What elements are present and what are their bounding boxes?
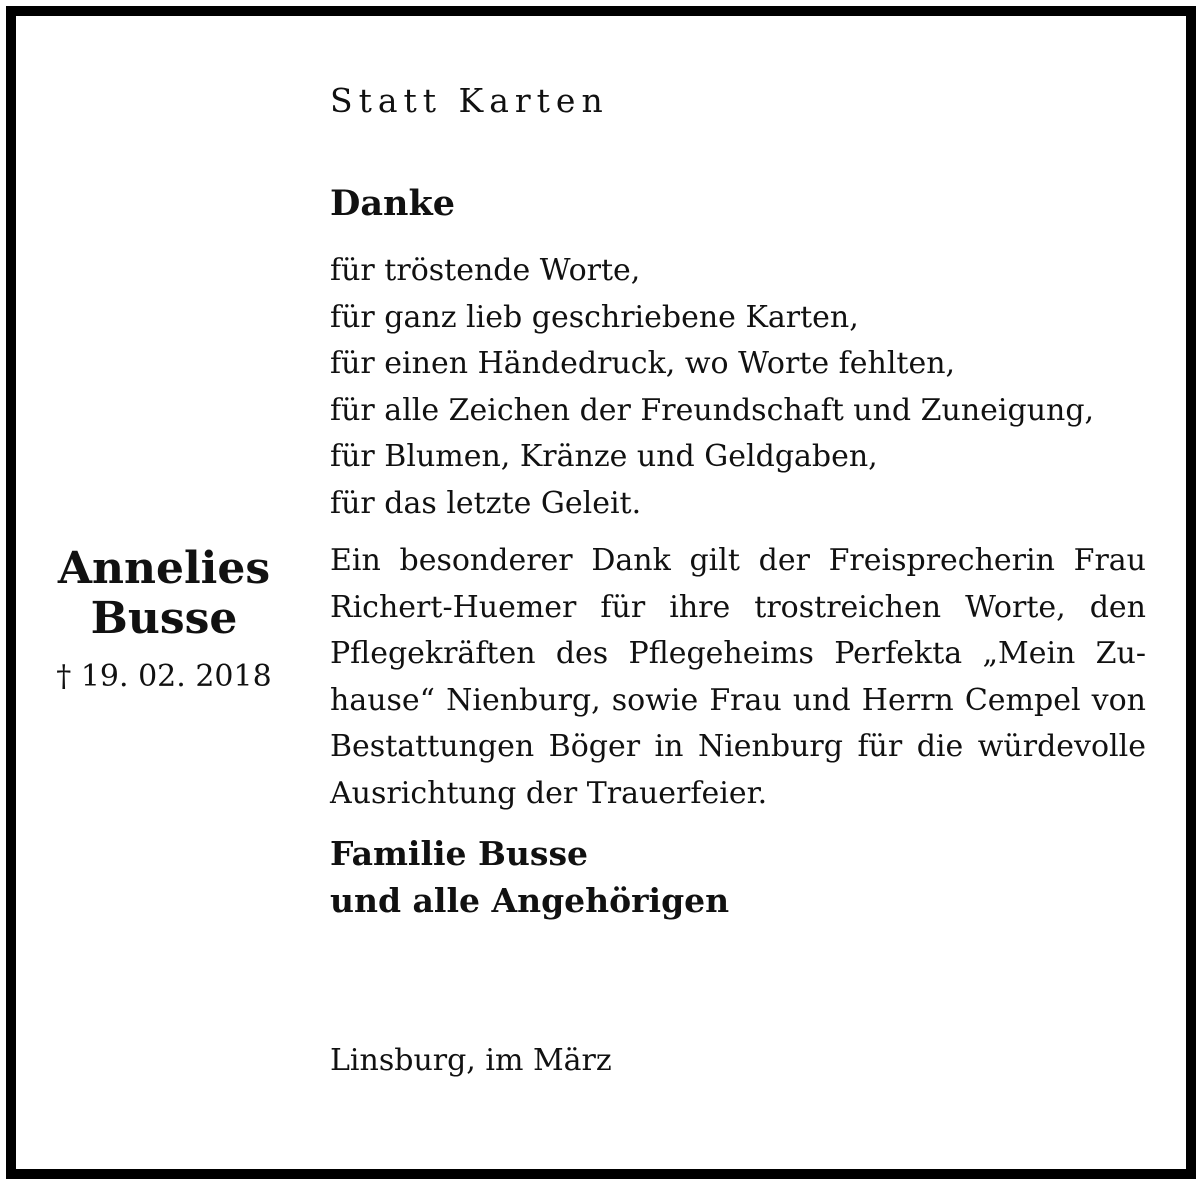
- deceased-block: [30, 544, 298, 692]
- deceased-first-name: Annelies: [57, 543, 271, 594]
- deceased-last-name: Busse: [90, 593, 238, 644]
- thanks-line: für Blumen, Kränze und Geldgaben,: [330, 439, 878, 474]
- header-statt-karten: Statt Karten: [330, 81, 609, 120]
- special-thanks-paragraph: Ein besonderer Dank gilt der Freisprecherin Frau Richert-Huemer für ihre trostreichen Worte, den Pflegekräften des Pflegeheims Perfekta „Mein Zuhause“ Nienburg, sowie Frau und Herrn Cempel von Bestattungen Böger in Nienburg für die würdevolle Ausrichtung der Trauerfeier.: [330, 543, 1146, 811]
- thanks-line: für das letzte Geleit.: [330, 485, 642, 521]
- signature-family: Familie Busse: [330, 834, 589, 873]
- thanks-line: für alle Zeichen der Freundschaft und Zuneigung,: [330, 392, 1095, 428]
- signature-relatives: und alle Angehörigen: [330, 881, 730, 920]
- death-date: † 19. 02. 2018: [56, 659, 272, 694]
- thanks-line: für tröstende Worte,: [330, 253, 641, 288]
- signature: [330, 830, 729, 924]
- place-date: Linsburg, im März: [330, 1043, 612, 1078]
- thanks-line: für einen Händedruck, wo Worte fehlten,: [330, 346, 956, 381]
- deceased-name: [30, 544, 298, 644]
- title-danke: Danke: [330, 183, 455, 224]
- thanks-list: [330, 248, 1094, 527]
- thanks-line: für ganz lieb geschriebene Karten,: [330, 299, 859, 335]
